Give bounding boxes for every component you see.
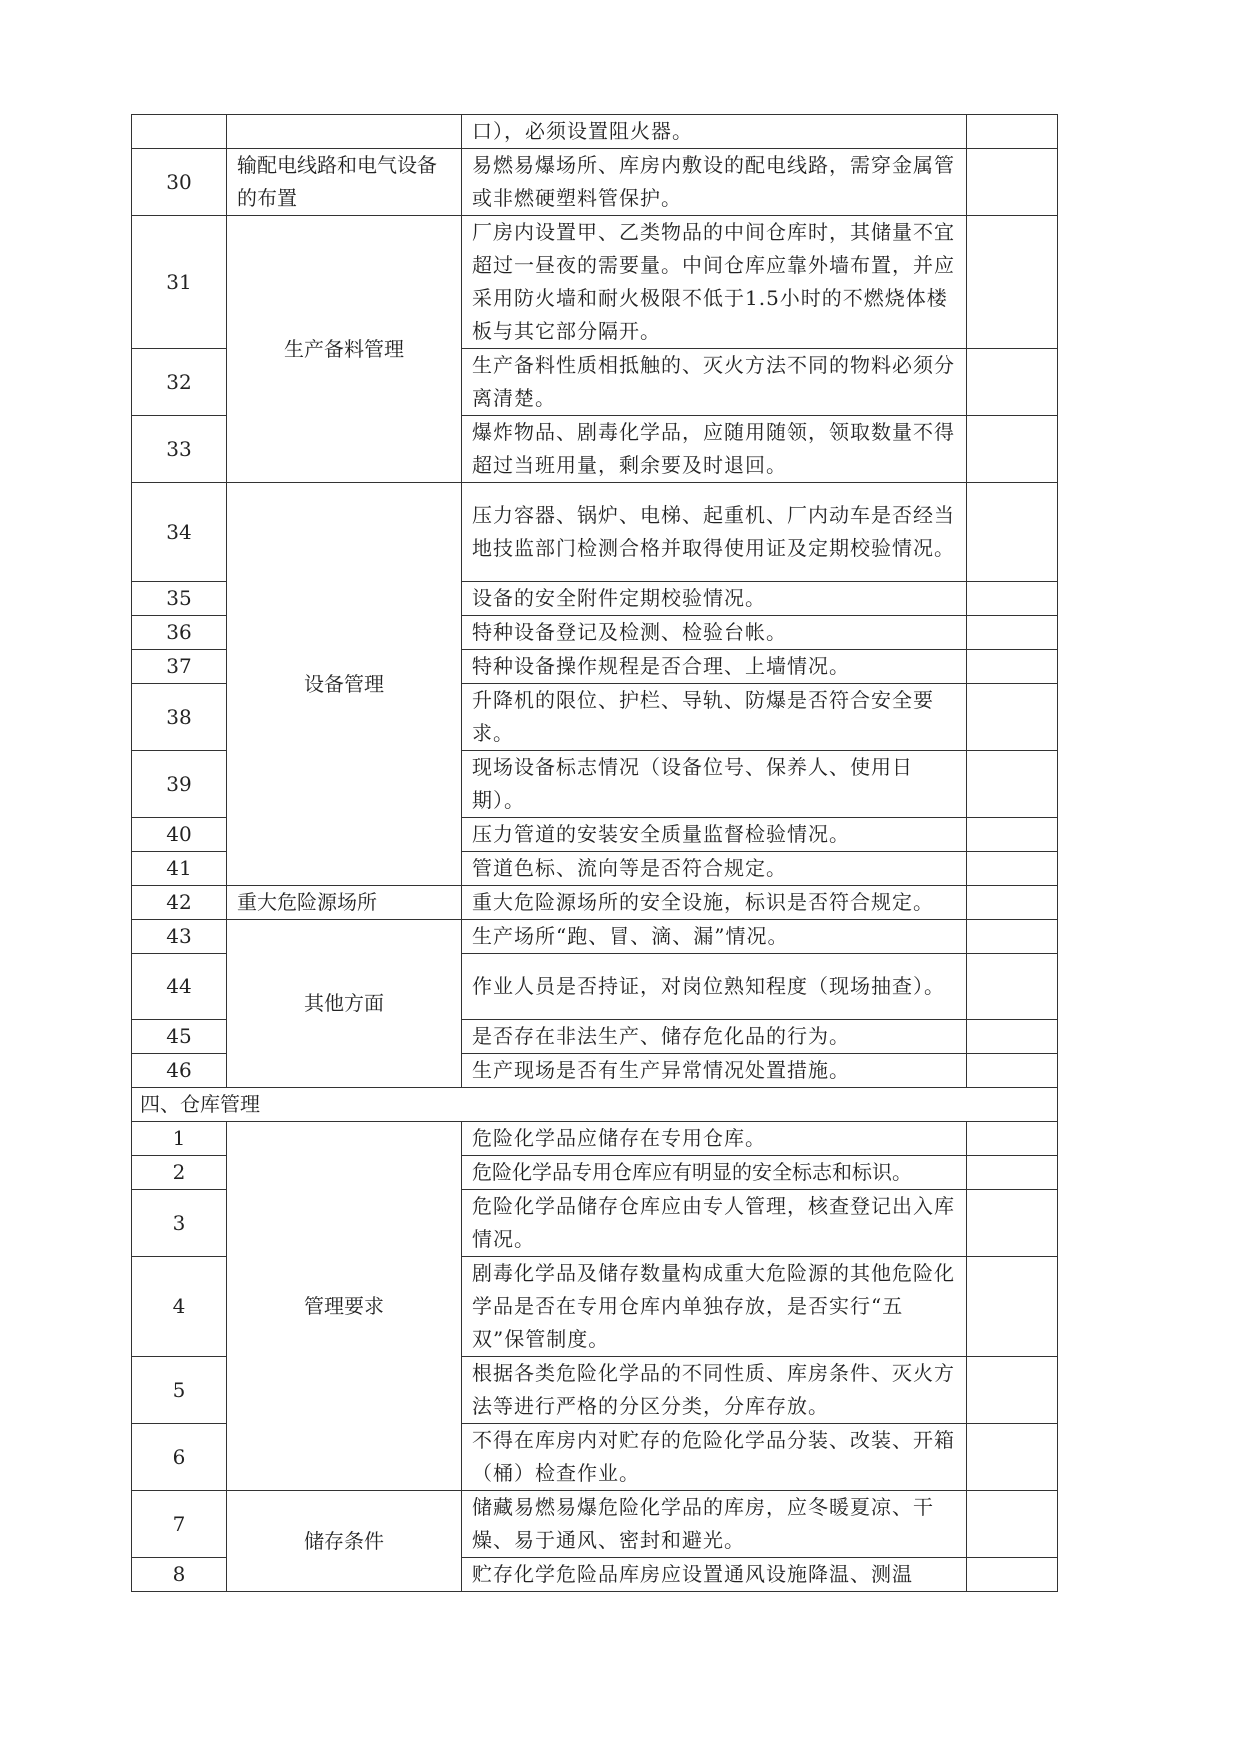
remark-cell [967, 886, 1058, 920]
item-content: 管道色标、流向等是否符合规定。 [462, 852, 967, 886]
remark-cell [967, 818, 1058, 852]
category-cell: 输配电线路和电气设备的布置 [227, 149, 462, 216]
category-cell: 生产备料管理 [227, 216, 462, 483]
item-content: 特种设备登记及检测、检验台帐。 [462, 616, 967, 650]
remark-cell [967, 349, 1058, 416]
remark-cell [967, 1054, 1058, 1088]
remark-cell [967, 616, 1058, 650]
item-number: 6 [132, 1424, 227, 1491]
item-number: 46 [132, 1054, 227, 1088]
table-row [132, 483, 1058, 582]
item-number: 31 [132, 216, 227, 349]
item-number: 3 [132, 1190, 227, 1257]
item-content: 危险化学品应储存在专用仓库。 [462, 1122, 967, 1156]
category-cell: 管理要求 [227, 1122, 462, 1491]
remark-cell [967, 751, 1058, 818]
item-content: 特种设备操作规程是否合理、上墙情况。 [462, 650, 967, 684]
remark-cell [967, 1357, 1058, 1424]
item-content: 升降机的限位、护栏、导轨、防爆是否符合安全要求。 [462, 684, 967, 751]
remark-cell [967, 1190, 1058, 1257]
item-number: 34 [132, 483, 227, 582]
item-number: 43 [132, 920, 227, 954]
remark-cell [967, 852, 1058, 886]
item-number: 44 [132, 954, 227, 1020]
remark-cell [967, 1558, 1058, 1592]
item-number: 33 [132, 416, 227, 483]
item-content: 爆炸物品、剧毒化学品，应随用随领，领取数量不得超过当班用量，剩余要及时退回。 [462, 416, 967, 483]
item-number: 1 [132, 1122, 227, 1156]
item-content: 重大危险源场所的安全设施，标识是否符合规定。 [462, 886, 967, 920]
category-cell: 其他方面 [227, 920, 462, 1088]
remark-cell [967, 684, 1058, 751]
item-number: 30 [132, 149, 227, 216]
table-row [132, 149, 1058, 216]
remark-cell [967, 1156, 1058, 1190]
item-number: 41 [132, 852, 227, 886]
section-heading-row [132, 1088, 1058, 1122]
item-content: 不得在库房内对贮存的危险化学品分装、改装、开箱（桶）检查作业。 [462, 1424, 967, 1491]
item-number: 37 [132, 650, 227, 684]
item-content: 厂房内设置甲、乙类物品的中间仓库时，其储量不宜超过一昼夜的需要量。中间仓库应靠外墙布置，并应采用防火墙和耐火极限不低于1.5小时的不燃烧体楼板与其它部分隔开。 [462, 216, 967, 349]
item-content: 生产备料性质相抵触的、灭火方法不同的物料必须分离清楚。 [462, 349, 967, 416]
item-content: 剧毒化学品及储存数量构成重大危险源的其他危险化学品是否在专用仓库内单独存放，是否实行“五双”保管制度。 [462, 1257, 967, 1357]
inspection-checklist-table [131, 114, 1058, 1592]
item-number: 8 [132, 1558, 227, 1592]
section-title: 四、仓库管理 [132, 1088, 1058, 1122]
remark-cell [967, 920, 1058, 954]
item-number: 35 [132, 582, 227, 616]
item-content: 贮存化学危险品库房应设置通风设施降温、测温 [462, 1558, 967, 1592]
remark-cell [967, 1122, 1058, 1156]
item-content: 危险化学品储存仓库应由专人管理，核查登记出入库情况。 [462, 1190, 967, 1257]
remark-cell [967, 483, 1058, 582]
item-number: 45 [132, 1020, 227, 1054]
item-number: 7 [132, 1491, 227, 1558]
category-cell: 储存条件 [227, 1491, 462, 1592]
remark-cell [967, 1257, 1058, 1357]
table-row [132, 115, 1058, 149]
remark-cell [967, 582, 1058, 616]
item-content: 口），必须设置阻火器。 [462, 115, 967, 149]
item-number: 39 [132, 751, 227, 818]
remark-cell [967, 216, 1058, 349]
item-content: 是否存在非法生产、储存危化品的行为。 [462, 1020, 967, 1054]
remark-cell [967, 954, 1058, 1020]
remark-cell [967, 416, 1058, 483]
category-cell [227, 115, 462, 149]
item-number: 36 [132, 616, 227, 650]
remark-cell [967, 115, 1058, 149]
table-row [132, 920, 1058, 954]
item-content: 储藏易燃易爆危险化学品的库房，应冬暖夏凉、干燥、易于通风、密封和避光。 [462, 1491, 967, 1558]
remark-cell [967, 1491, 1058, 1558]
remark-cell [967, 650, 1058, 684]
category-cell: 重大危险源场所 [227, 886, 462, 920]
item-content: 作业人员是否持证，对岗位熟知程度（现场抽查）。 [462, 954, 967, 1020]
item-content: 现场设备标志情况（设备位号、保养人、使用日期）。 [462, 751, 967, 818]
remark-cell [967, 149, 1058, 216]
remark-cell [967, 1424, 1058, 1491]
table-row [132, 216, 1058, 349]
item-content: 压力容器、锅炉、电梯、起重机、厂内动车是否经当地技监部门检测合格并取得使用证及定期校验情况。 [462, 483, 967, 582]
item-content: 压力管道的安装安全质量监督检验情况。 [462, 818, 967, 852]
table-row [132, 1491, 1058, 1558]
item-content: 危险化学品专用仓库应有明显的安全标志和标识。 [462, 1156, 967, 1190]
category-cell: 设备管理 [227, 483, 462, 886]
table-row [132, 1122, 1058, 1156]
item-content: 生产场所“跑、冒、滴、漏”情况。 [462, 920, 967, 954]
item-number: 38 [132, 684, 227, 751]
item-content: 生产现场是否有生产异常情况处置措施。 [462, 1054, 967, 1088]
table-row [132, 886, 1058, 920]
item-number: 40 [132, 818, 227, 852]
item-number: 5 [132, 1357, 227, 1424]
remark-cell [967, 1020, 1058, 1054]
item-number: 2 [132, 1156, 227, 1190]
item-number: 32 [132, 349, 227, 416]
item-content: 根据各类危险化学品的不同性质、库房条件、灭火方法等进行严格的分区分类，分库存放。 [462, 1357, 967, 1424]
item-number: 4 [132, 1257, 227, 1357]
item-content: 设备的安全附件定期校验情况。 [462, 582, 967, 616]
item-content: 易燃易爆场所、库房内敷设的配电线路，需穿金属管或非燃硬塑料管保护。 [462, 149, 967, 216]
item-number: 42 [132, 886, 227, 920]
item-number [132, 115, 227, 149]
